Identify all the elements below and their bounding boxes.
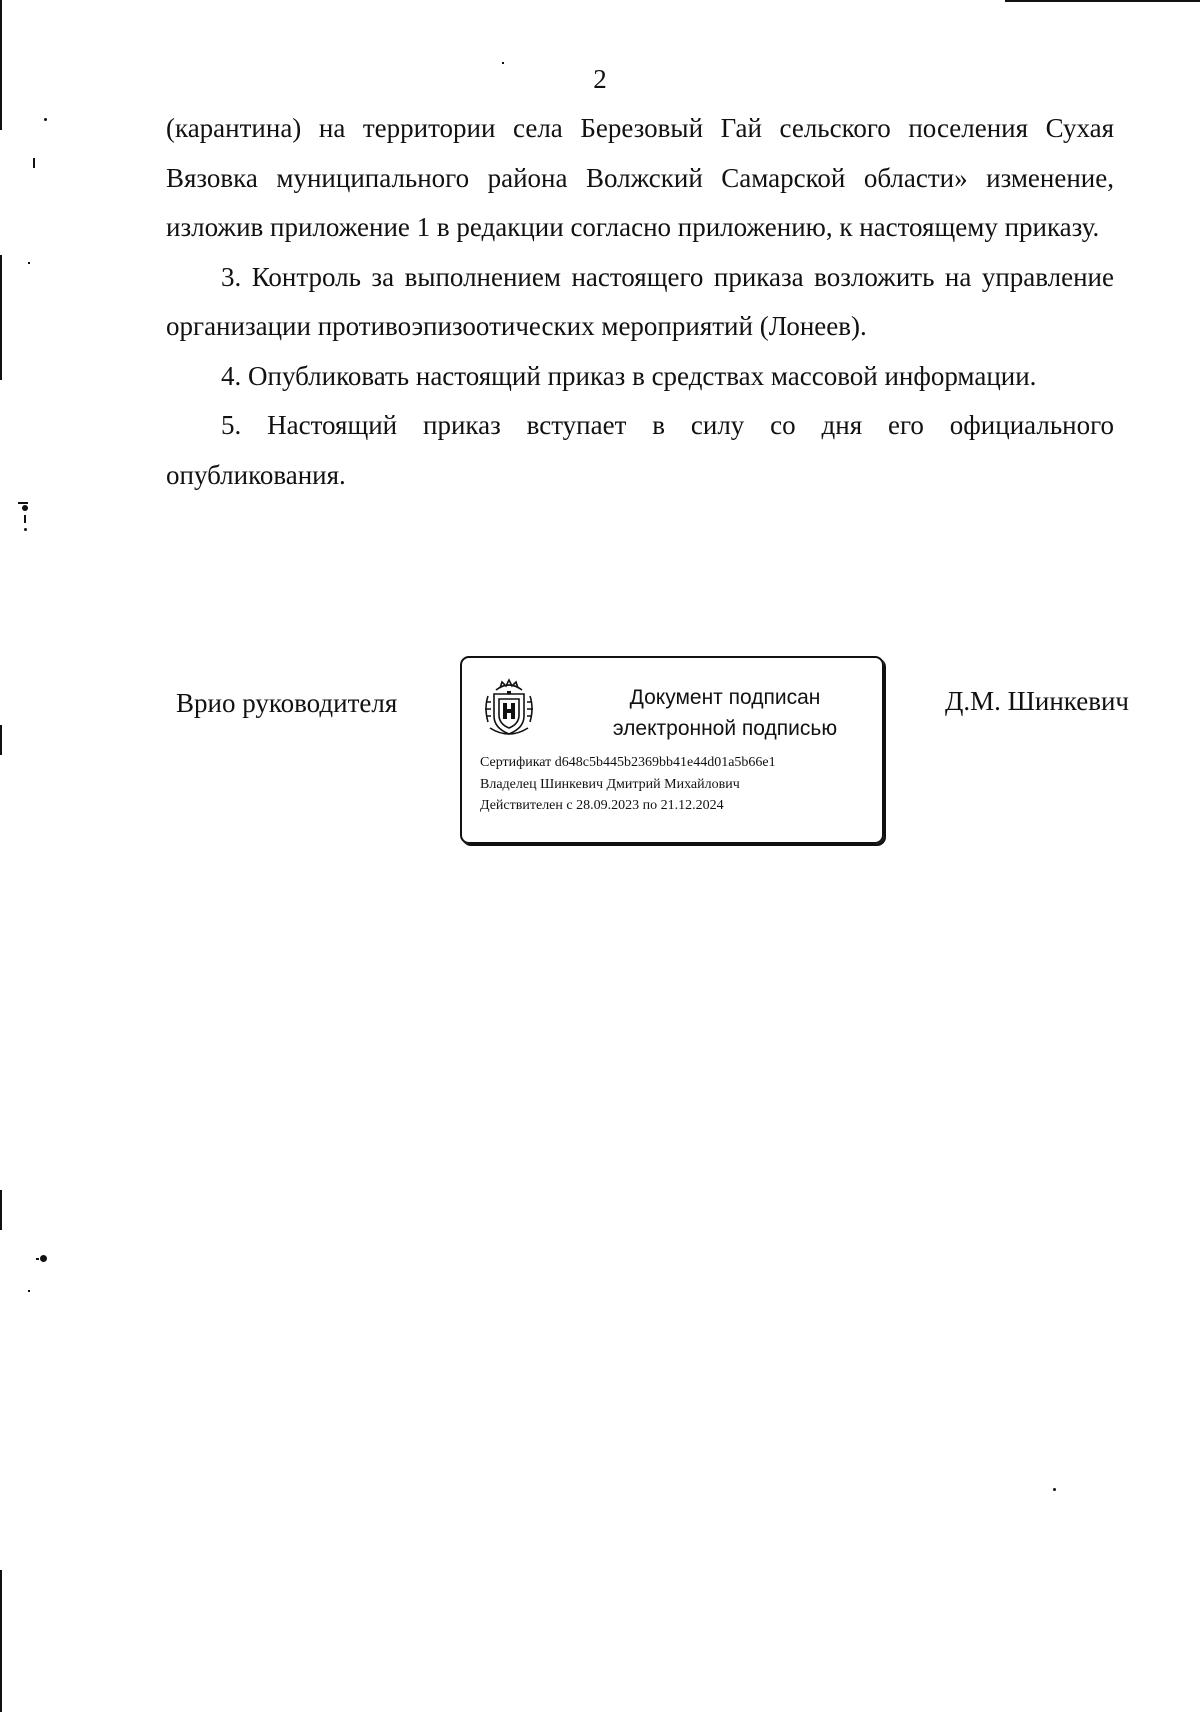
- page-number: 2: [593, 64, 607, 94]
- scan-speck: [22, 505, 28, 511]
- scan-speck: [40, 1255, 47, 1262]
- paragraph-amendment: (карантина) на территории села Березовый Гай сельского поселения Сухая Вязовка муниципального района Волжский Самарской области» изменение, изложив приложение 1 в редакции согласно приложению, к настоящему приказу.: [166, 113, 1114, 242]
- scan-speck: [24, 528, 27, 531]
- coat-of-arms-icon: [482, 678, 536, 738]
- scan-edge-line: [0, 1570, 2, 1712]
- stamp-owner: Владелец Шинкевич Дмитрий Михайлович: [480, 776, 740, 792]
- scan-speck: [36, 1258, 39, 1260]
- scan-top-line: [1005, 0, 1200, 2]
- scan-speck: [1053, 1488, 1056, 1491]
- scan-speck: [24, 515, 26, 523]
- stamp-heading: [580, 682, 870, 744]
- scan-speck: [28, 1290, 30, 1292]
- scan-speck: [28, 262, 30, 264]
- paragraph-item-4: 4. Опубликовать настоящий приказ в средствах массовой информации.: [221, 360, 1037, 391]
- paragraph-item-3: 3. Контроль за выполнением настоящего приказа возложить на управление организации противоэпизоотических мероприятий (Лонеев).: [166, 261, 1114, 341]
- scan-edge-line: [0, 725, 2, 755]
- stamp-certificate: Сертификат d648c5b445b2369bb41e44d01a5b66e1: [480, 755, 776, 770]
- stamp-details: [480, 752, 776, 817]
- document-body: [166, 104, 1114, 500]
- paragraph-item-5: 5. Настоящий приказ вступает в силу со дня его официального опубликования.: [166, 410, 1114, 490]
- scan-edge-line: [0, 255, 2, 380]
- stamp-heading-line1: Документ подписан: [629, 686, 821, 709]
- signer-name: Д.М. Шинкевич: [944, 686, 1129, 716]
- signer-position: Врио руководителя: [176, 688, 398, 718]
- stamp-validity: Действителен с 28.09.2023 по 21.12.2024: [480, 798, 724, 813]
- scan-edge-line: [0, 1190, 2, 1230]
- scan-speck: [18, 502, 28, 504]
- scan-speck: [33, 158, 35, 168]
- scan-speck: [44, 118, 47, 121]
- electronic-signature-stamp: [460, 656, 884, 844]
- stamp-heading-line2: электронной подписью: [612, 717, 838, 740]
